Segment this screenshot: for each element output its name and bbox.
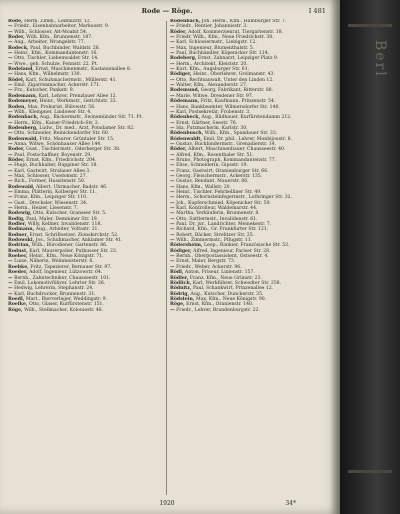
entry-surname: — [170,307,175,313]
entry-surname: Rödel, [8,77,25,83]
entry-surname: Rodner, [8,232,29,238]
entry-surname: — [170,61,175,67]
entry-details: Adolf, Kommerzienrat, Tiergartenstr. 18. [188,29,284,35]
entry-surname: — [8,88,13,94]
entry-details: Leop., Bankier, Französische Str. 53. [203,243,290,249]
entry-details: Franz, Kfm., Leipziger Str. 110. [14,195,88,201]
entry-surname: — [8,40,13,46]
entry-surname: Röder, [170,29,187,35]
entry-surname: Rodig, [8,216,25,222]
entry-details: Gust., Tischlermstr., Oderberger Str. 38. [26,147,121,153]
entry-details: Georg, Fleischermstr., Ackerstr. 135. [176,173,263,179]
entry-details: Heinr., Kfm., Neue Königstr. 71. [29,254,104,260]
spine-band-bottom [348,470,392,473]
page-footer [8,499,326,509]
entry-details: Gust., Drechsler, Wiesenstr. 34. [14,200,88,206]
entry-surname: — [170,206,175,212]
entry-surname: — [8,195,13,201]
entry-surname: — [8,51,13,57]
entry-surname: Roefke, [8,302,28,308]
entry-surname: — [8,259,13,265]
entry-surname: — [8,200,13,206]
entry-details: Mart., Bierverleger, Weddingstr. 9. [25,296,107,302]
entry-surname: Rodust, [8,248,28,254]
entry-details: Gustav, Buchbindermstr., Grenadierstr. 14. [176,141,277,147]
entry-details: Frz., Kutscher, Pankstr. 9. [14,88,75,94]
entry-surname: — [8,152,13,158]
entry-details: Friedr., Eisenbahnarbeiter, Markusstr. 9. [14,24,110,30]
entry-surname: — [8,275,13,281]
entry-details: Ernst, Zahnarzt, Leipziger Platz 9. [197,56,279,62]
entry-surname: Rodemund, [170,88,200,94]
entry-details: Wilh., Zimmermstr., Pflugstr. 11. [176,238,253,244]
entry-details: Gustav, Rendant, Mauerstr. 86. [176,179,249,185]
entry-details: Anton, Friseur, Linienstr. 157. [184,270,255,276]
entry-details: Herm., Architekt, Kleiststr. 20. [176,61,248,67]
entry-surname: Rödiger, [170,72,192,78]
entry-details: Ernst, Schriftsetzer, Zionskirchstr. 52. [29,232,119,238]
entry-surname: — [170,35,175,41]
entry-details: Elise, Schneiderin, Gipsstr. 19. [176,163,248,169]
entry-details: Aug., Arbeiter, Voltastr. 31. [35,227,99,233]
entry-surname: Röder, [170,147,187,153]
entry-surname: Roder, [8,147,25,153]
entry-details: Willy, Kellner, Invalidenstr. 118. [27,222,102,228]
entry-details: Bernh., Zahntechniker, Chausseestr. 101. [14,275,111,281]
book-spine [340,0,400,514]
entry-surname: Rodenwald, [8,136,38,142]
entry-details: Hugo, Buchhalter, Ruppiner Str. 18. [14,163,98,169]
entry-surname: — [170,24,175,30]
entry-details: Emil, Lokomotivführer, Lehrter Str. 36. [14,280,106,286]
entry-surname: Rödstein, [170,296,195,302]
entry-surname: — [8,56,13,62]
entry-details: Ernst, Maler, Bergstr. 73. [176,259,236,265]
entry-surname: — [8,120,13,126]
entry-details: Marie, Witwe, Dresdener Str. 97. [176,93,254,99]
entry-surname: Rödersheim, [170,243,203,249]
entry-surname: — [8,83,13,89]
entry-details: Hans, Bankbeamter, Wilmersdorfer Str. 140. [176,104,280,110]
directory-column-left [8,19,164,497]
entry-surname: — [8,163,13,169]
entry-surname: Rode, [8,19,23,24]
entry-surname: Roedl, [8,296,25,302]
entry-surname: Rodewig, [8,211,32,217]
entry-surname: Röge, [170,302,185,308]
entry-surname: — [170,259,175,265]
entry-details: Albert, Maschinenbauer, Chausseestr. 40. [188,147,286,153]
entry-details: Ernst, Kfm., Friedrichstr. 204. [26,157,97,163]
entry-surname: — [170,77,175,83]
entry-details: Kurt, Kfm., Augsburger Str. 61. [176,67,250,73]
entry-details: Hedwig, Lehrerin, Stephanstr. 24. [14,286,94,292]
entry-surname: — [8,190,13,195]
entry-surname: Rödenbeck, [170,115,201,121]
entry-surname: — [170,238,175,244]
entry-surname: Rodmann, [8,227,35,233]
entry-surname: Rodenbach, [8,115,39,121]
entry-details: Fritz, Kaufmann, Prinzenstr. 54. [200,99,276,105]
entry-surname: — [8,280,13,286]
entry-details: Ernst, Gärtner, Seestr. 76. [176,120,238,126]
entry-details: Ernst, Maschinenmstr., Kastanienallee 8. [35,67,132,73]
entry-details: Max, Prokurist, Bülowstr. 56. [27,104,96,110]
entry-surname: Rodeberg, [170,56,197,62]
entry-surname: — [170,184,175,190]
entry-surname: Rödenbusch, [170,131,204,137]
entry-details: Max, Kfm., Neue Königstr. 90. [195,296,267,302]
entry-details: Wilh., Schlosser, Alt-Moabit 54. [14,29,88,35]
entry-details: Paul, Postschaffner, Boyenstr. 29. [14,152,92,158]
entry-details: Wilh., Klempner, Lindower Str. 4. [14,109,92,115]
entry-details: Karl, Postsekretär, Frobenstr. 3. [176,109,251,115]
entry-surname: Rodemeyer, [8,99,39,105]
entry-details: Franz, Kfm., Neue Grünstr. 23. [189,275,262,281]
entry-details: Herm., Kfm., Kaiser-Friedrich-Str. 2. [14,120,100,126]
entry-details: Otto, Schneider, Reinickendorfer Str. 60. [14,131,110,137]
entry-surname: Rodrian, [8,243,31,249]
entry-details: Aug., Bäckermstr., Swinemünder Str. 71. Pt. [39,115,143,121]
entry-details: Wilh. Kfm., Brunnenstr. 187. [26,35,93,41]
entry-details: Heinr., Kfm., Kommandantenstr. 16. [14,51,98,57]
entry-details: Otto, Tischler, Liebenwalder Str. 14. [14,56,99,62]
entry-details: Karl, Kontrolleur, Waldemarstr. 44. [176,206,258,212]
entry-details: Alfred, Ingenieur, Pariser Str. 28. [193,248,271,254]
entry-details: Emma, Plätterin, Kolberger Str. 11. [14,190,97,195]
entry-details: Wilh., Stellmacher, Koloniestr. 48. [24,307,104,313]
entry-surname: — [170,45,175,51]
entry-details: Franz, Gastwirt, Oranienburger Str. 66. [176,168,269,174]
entry-surname: — [170,109,175,115]
entry-details: Rich., Former, Hussitenstr. 50. [14,179,86,185]
entry-surname: — [170,222,175,228]
entry-surname: — [8,206,13,212]
entry-surname: — [170,190,175,195]
directory-entry [8,308,164,313]
entry-details: Ernst, Kfm., Oranienstr. 140. [186,302,254,308]
entry-details: Emil, Zigarrenmacher, Ackerstr. 171. [14,83,101,89]
entry-surname: Rödnitz, [170,286,192,292]
entry-details: Hans, Kfm., Wilhelmstr. 130. [14,72,82,78]
entry-surname: — [8,109,13,115]
running-head: Rode — Röge. [141,7,193,15]
entry-surname: — [170,216,175,222]
entry-details: Max, Ingenieur, Blumenthalstr. 5. [176,45,255,51]
entry-surname: Rödemann, [170,99,200,105]
entry-details: Paul, Buchhändler, Köpenicker Str. 114. [176,51,270,57]
entry-surname: — [170,179,175,185]
entry-surname: Roeber, [8,254,28,260]
entry-details: Friedr. Wilh., Kfm., Neue Friedrichstr. 38. [176,35,274,41]
entry-details: Herm., Schornsteinfegermstr., Lothringer Str. 32. [176,195,293,201]
entry-details: Wwe., geb. Schulze, Fennstr. 22. Pt. [14,61,99,67]
page-header [8,5,326,17]
entry-details: Richard, Kfm., Gr. Frankfurter Str. 121. [176,227,269,233]
entry-details: Luise, Näherin, Weinmeisterstr. 6. [14,259,94,265]
entry-surname: Rodeck, [8,45,29,51]
entry-details: Aug., Kutscher, Dunckerstr. 35. [190,291,264,297]
entry-details: Anna, Witwe, Schönhauser Allee 144. [14,141,102,147]
entry-details: Karl, Gastwirt, Stralauer Allee 3. [14,168,91,174]
entry-details: Hans, Kfm., Wallstr. 20. [176,184,232,190]
entry-surname: — [170,40,175,46]
entry-details: Max, Schlosser, Usedomstr. 27. [14,173,88,179]
entry-details: Otto, Rechtsanwalt, Unter den Linden 12. [176,77,274,83]
directory-entry [170,308,326,313]
entry-details: Karl, Buchdrucker, Brunnenstr. 31. [14,291,96,297]
entry-surname: — [8,291,13,297]
entry-details: Friedr., Weber, Ackerstr. 96. [176,264,242,270]
entry-surname: — [170,83,175,89]
entry-surname: — [8,61,13,67]
entry-surname: Rodowski, [8,238,35,244]
entry-surname: — [170,104,175,110]
entry-details: Jos., Schuhmacher, Anklamer Str. 41. [35,238,123,244]
entry-surname: — [170,173,175,179]
entry-surname: Roebke, [8,264,29,270]
sheet-signature: 34* [285,500,296,507]
entry-details: Otto, Glaser, Kurfürstenstr. 151. [28,302,104,308]
entry-details: Fritz, Maurer, Grüntaler Str. 15. [39,136,115,142]
entry-details: Heinr., Werkmstr., Gerichtstr. 33. [39,99,117,105]
entry-details: Karl, Maurerpolier, Putbusser Str. 23. [29,248,118,254]
entry-surname: — [8,173,13,179]
entry-details: Aug., Bildhauer, Kurfürstendamm 212. [201,115,292,121]
entry-surname: — [8,179,13,185]
entry-surname: — [170,120,175,126]
entry-surname: — [170,67,175,73]
entry-surname: — [170,232,175,238]
entry-surname: Roden, [8,104,26,110]
entry-details: Heinr., Oberlehrer, Grolmanstr. 43. [193,72,275,78]
spine-label: Berl [372,40,388,78]
entry-details: Alfred, Kfm., Rosenthaler Str. 51. [176,152,254,158]
entry-details: Paul, Maler, Demminer Str. 19. [26,216,99,222]
entry-surname: Röge, [8,307,23,313]
entry-details: Otto, Kutscher, Granseer Str. 5. [33,211,107,217]
column-divider [166,21,167,495]
entry-details: Bernh., Oberpostassistent, Ostseestr. 4. [176,254,269,260]
entry-surname: — [8,286,13,292]
entry-surname: — [170,168,175,174]
entry-details: Adolf, Ingenieur, Lützowstr. 64. [29,270,103,276]
entry-surname: — [170,163,175,169]
entry-details: Aug., Arbeiter, Wrangelstr. 77. [14,40,86,46]
entry-details: Wilh., Kfm., Spandauer Str. 33. [204,131,278,137]
entry-details: Wilh., Bürodiener, Gartenstr. 86. [31,243,108,249]
entry-details: Heinr., Tischler, Fehrbelliner Str. 49. [176,190,262,195]
entry-surname: — [170,200,175,206]
entry-surname: — [170,254,175,260]
entry-surname: Rodler, [8,222,27,228]
entry-surname: — [170,157,175,163]
entry-details: Karl, Schuhmachermstr., Müllerstr. 41. [25,77,118,83]
entry-details: Joh., Kupferschmied, Köpenicker Str. 59. [176,200,271,206]
entry-details: Karl, Werkführer, Schwedter Str. 258. [192,280,282,286]
entry-surname: Rödiger, [170,248,192,254]
entry-details: Georg, Fabrikant, Ritterstr. 88. [200,88,274,94]
entry-surname: — [8,29,13,35]
entry-details: Paul, Buchbinder, Waldstr. 26. [30,45,101,51]
entry-surname: — [170,227,175,233]
entry-details: Bruno, Photograph, Kommandantenstr. 77. [176,157,277,163]
entry-details: Emil, Dr. phil., Lehrer, Monbijoustr. 8. [203,136,292,142]
entry-details: Karl, Lehrer, Prenzlauer Allee 12. [38,93,118,99]
entry-details: Ludw., Dr. med., Arzt, Potsdamer Str. 82. [39,125,135,131]
entry-surname: Röder, [8,157,25,163]
entry-details: Fritz, Tapezierer, Bernauer Str. 97. [30,264,112,270]
entry-details: Joh. Herm., Kfm., Hamburger Str. 7. [201,19,287,24]
entry-surname: Rodenbach, [170,19,201,24]
entry-surname: — [170,152,175,158]
entry-details: Robert, Bäcker, Strelitzer Str. 25. [176,232,255,238]
entry-surname: — [170,211,175,217]
directory-column-right [170,19,326,497]
entry-details: Herm. Zimm., Leibnizstr. 12. [24,19,92,24]
entry-surname: Rodewald, [8,184,35,190]
entry-surname: — [8,24,13,30]
entry-details: Walter, Kfm., Alexanderstr. 27. [176,83,248,89]
entry-details: Otto, Sattlermstr., Invalidenstr. 61. [176,216,258,222]
entry-surname: — [170,195,175,201]
entry-details: Karl, Schlossermstr., Liebigstr. 12. [176,40,257,46]
entry-surname: Rodeland, [8,67,34,73]
entry-surname: Rödenwaldt, [170,136,202,142]
entry-surname: Rodenberg, [8,125,38,131]
entry-surname: — [170,93,175,99]
entry-surname: — [170,141,175,147]
entry-details: Paul, Schankwirt, Prinzenallee 12. [192,286,274,292]
entry-details: Paul, Dr. jur., Landrichter, Meinekestr. 7. [176,222,272,228]
entry-details: Friedr., Lehrer, Brandenburgstr. 22. [176,307,260,313]
entry-details: Martha, Verkäuferin, Brunnenstr. 8. [176,211,260,217]
entry-details: Albert, Uhrmacher, Badstr. 46. [35,184,108,190]
entry-surname: — [8,168,13,174]
entry-surname: — [170,125,175,131]
spine-band-top [348,24,392,27]
entry-surname: — [8,131,13,137]
edition-year: 1920 [159,500,175,507]
entry-surname: Roder, [8,35,25,41]
entry-surname: Rödrig, [170,291,190,297]
entry-surname: — [170,264,175,270]
entry-surname: Rödl, [170,270,184,276]
entry-surname: — [8,141,13,147]
entry-surname: Rodemann, [8,93,38,99]
entry-surname: Rödler, [170,275,189,281]
entry-details: Friedr., Rentier, Johannisstr. 3. [176,24,248,30]
entry-surname: Roeder, [8,270,28,276]
entry-details: Herm., Heizer, Liesenstr. 7. [14,206,79,212]
page-number: I 481 [308,7,326,15]
entry-surname: Rödlich, [170,280,192,286]
entry-details: Ida, Putzmacherin, Karlstr. 30. [176,125,248,131]
entry-surname: — [8,72,13,78]
entry-surname: — [170,51,175,57]
